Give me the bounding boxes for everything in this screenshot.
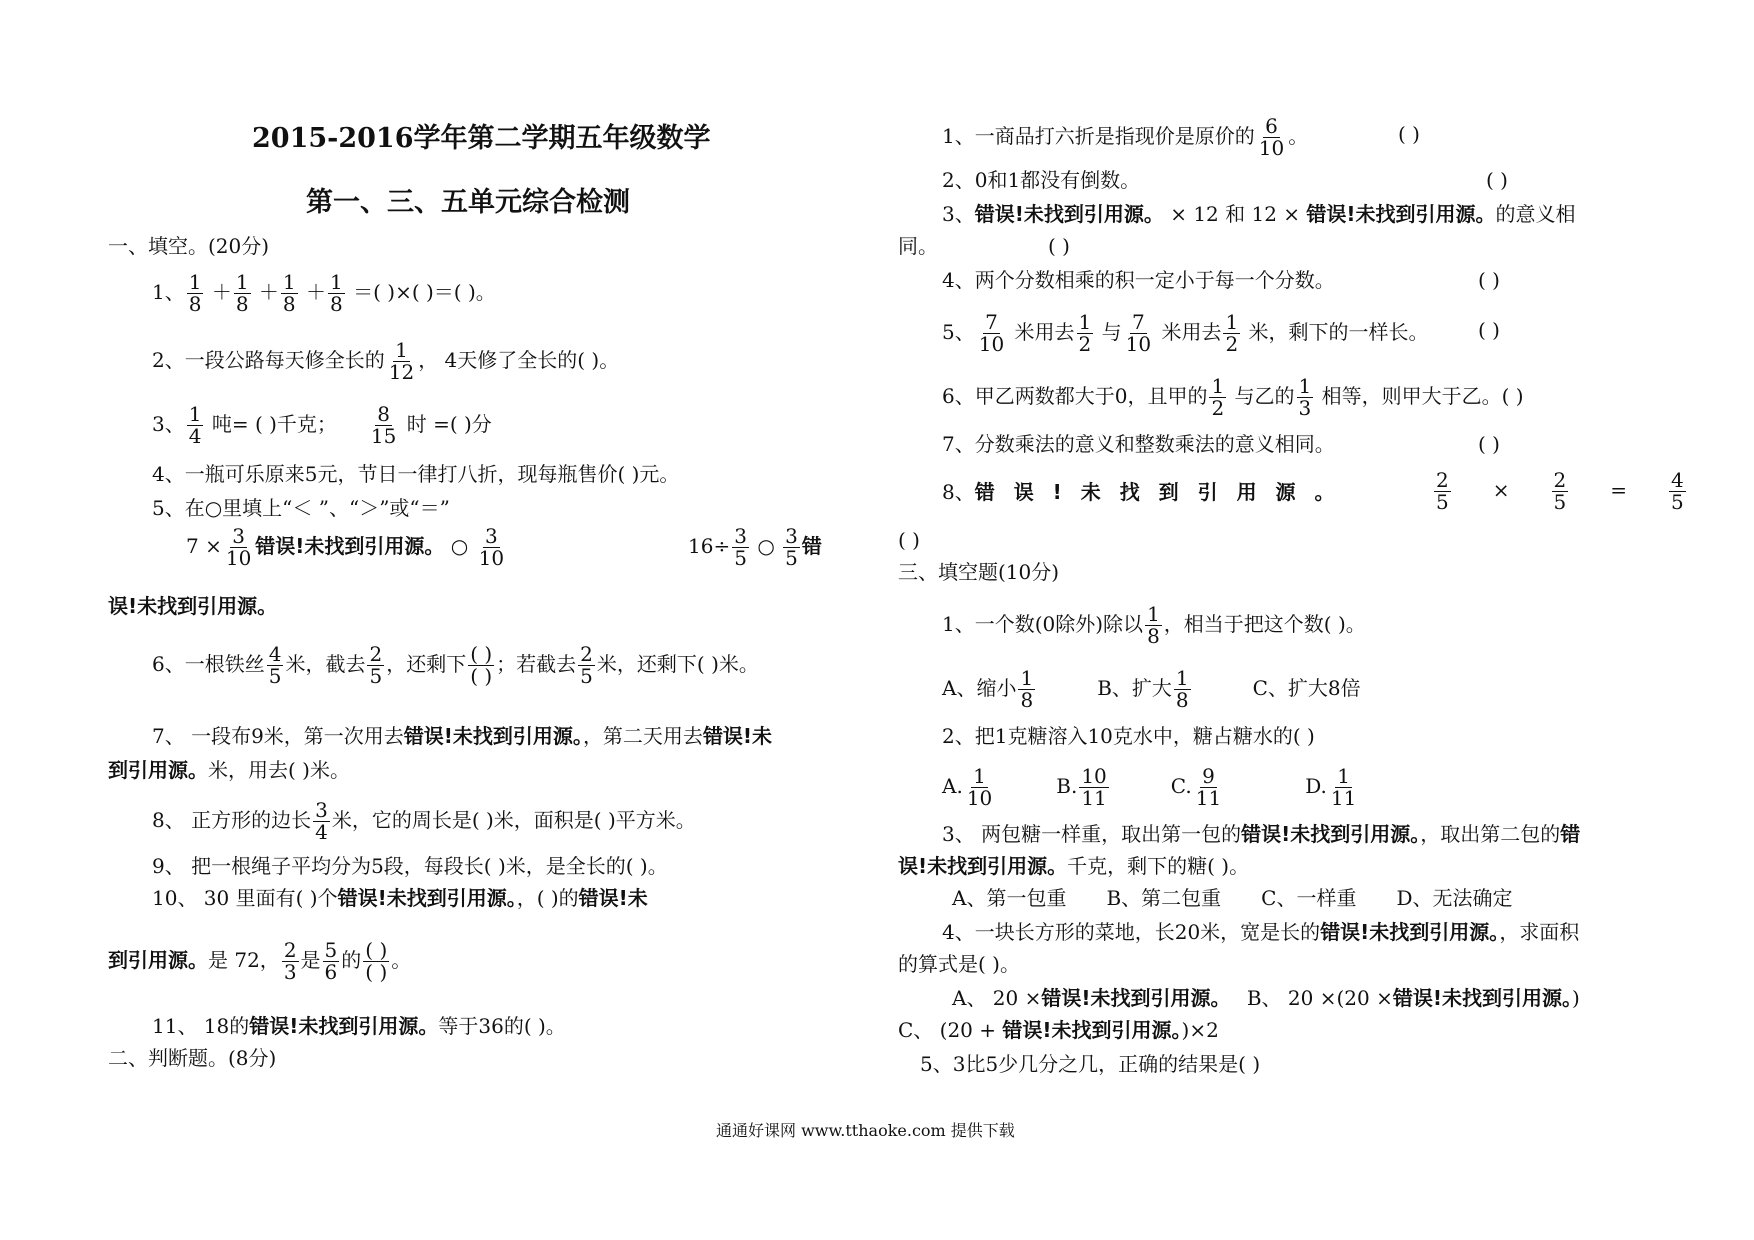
q8: 8、 正方形的边长 $\frac{3}{4}$ 米，它的周长是( )米，面积是( )平方米。 xyxy=(152,798,696,844)
j3: 3、错误!未找到引用源。 × 12 和 12 × 错误!未找到引用源。的意义相 xyxy=(942,202,1576,226)
t1: 1、一个数(0除外)除以 $\frac{1}{8}$ ，相当于把这个数( )。 xyxy=(942,602,1366,648)
t4-option-c: C、 (20 + 错误!未找到引用源。)×2 xyxy=(898,1018,1219,1042)
t2-options: A. $\frac{1}{10}$ B. $\frac{10}{11}$ C. $\frac{9}{11}$ D. $\frac{1}{11}$ xyxy=(942,764,1357,810)
q6: 6、一根铁丝 $\frac{4}{5}$ 米，截去 $\frac{2}{5}$ ，还剩下 ( ) ( ) ；若截去 $\frac{2}{5}$ 米，还剩下( )米。 xyxy=(152,642,759,688)
q10-continued: 到引用源。是 72， $\frac{2}{3}$ 是 $\frac{5}{6}$ 的 ( ) ( ) 。 xyxy=(108,938,412,984)
j8-math: $\frac{2}{5}$ × $\frac{2}{5}$ = $\frac{4}{5}$ xyxy=(1436,468,1684,514)
t4-continued: 的算式是( )。 xyxy=(898,952,1020,976)
t3-continued: 误!未找到引用源。千克，剩下的糖( )。 xyxy=(898,854,1250,878)
t5: 5、3比5少几分之几，正确的结果是( ) xyxy=(920,1052,1261,1076)
q1: 1、 $\frac{1}{8}$ ＋ $\frac{1}{8}$ ＋ $\frac{1}{8}$ ＋ $\frac{1}{8}$ ＝( )×( )＝( )。 xyxy=(152,270,496,316)
j1-paren: ( ) xyxy=(1398,122,1420,146)
t4-options-ab: A、 20 ×错误!未找到引用源。 B、 20 ×(20 ×错误!未找到引用源。) xyxy=(952,986,1580,1010)
t3-options: A、第一包重 B、第二包重 C、一样重 D、无法确定 xyxy=(952,886,1513,910)
footer-credit: 通通好课网 www.tthaoke.com 提供下载 xyxy=(716,1121,1015,1140)
j3-continued: 同。 ( ) xyxy=(898,234,1070,258)
q5: 5、在○里填上“＜ ”、“＞”或“＝” xyxy=(152,496,450,520)
j8-paren: ( ) xyxy=(898,528,920,552)
q5-right: 16÷ $\frac{3}{5}$ ○ $\frac{3}{5}$ 错 xyxy=(688,524,822,570)
q10: 10、 30 里面有( )个错误!未找到引用源。，( )的错误!未 xyxy=(152,886,648,910)
q9: 9、 把一根绳子平均分为5段，每段长( )米，是全长的( )。 xyxy=(152,854,668,878)
t4: 4、一块长方形的菜地，长20米，宽是长的错误!未找到引用源。，求面积 xyxy=(942,920,1580,944)
j4-paren: ( ) xyxy=(1478,268,1500,292)
t1-options: A、缩小 $\frac{1}{8}$ B、扩大 $\frac{1}{8}$ C、扩大8倍 xyxy=(942,666,1361,712)
q2: 2、一段公路每天修全长的 $\frac{1}{12}$ ， 4天修了全长的( )。 xyxy=(152,338,620,384)
j7: 7、分数乘法的意义和整数乘法的意义相同。 xyxy=(942,432,1335,456)
q3: 3、 $\frac{1}{4}$ 吨= ( )千克； $\frac{8}{15}$ 时 =( )分 xyxy=(152,402,492,448)
j2-paren: ( ) xyxy=(1486,168,1508,192)
q11: 11、 18的错误!未找到引用源。等于36的( )。 xyxy=(152,1014,566,1038)
j2: 2、0和1都没有倒数。 xyxy=(942,168,1141,192)
q5-left: 7 × $\frac{3}{10}$ 错误!未找到引用源。 ○ $\frac{3}{10}$ xyxy=(186,524,505,570)
section-fill-blank: 一、填空。(20分) xyxy=(108,234,270,258)
j5: 5、 $\frac{7}{10}$ 米用去 $\frac{1}{2}$ 与 $\frac{7}{10}$ 米用去 $\frac{1}{2}$ 米，剩下的一样长。 xyxy=(942,310,1429,356)
j4: 4、两个分数相乘的积一定小于每一个分数。 xyxy=(942,268,1335,292)
section-fill-choice: 三、填空题(10分) xyxy=(898,560,1060,584)
t3: 3、 两包糖一样重，取出第一包的错误!未找到引用源。，取出第二包的错 xyxy=(942,822,1581,846)
j6: 6、甲乙两数都大于0，且甲的 $\frac{1}{2}$ 与乙的 $\frac{1}{3}$ 相等，则甲大于乙。( ) xyxy=(942,374,1524,420)
q5-continued: 误!未找到引用源。 xyxy=(108,594,278,618)
q4: 4、一瓶可乐原来5元，节日一律打八折，现每瓶售价( )元。 xyxy=(152,462,680,486)
t2: 2、把1克糖溶入10克水中，糖占糖水的( ) xyxy=(942,724,1315,748)
j1: 1、一商品打六折是指现价是原价的 $\frac{6}{10}$ 。 xyxy=(942,114,1309,160)
q7-continued: 到引用源。米，用去( )米。 xyxy=(108,758,350,782)
j5-paren: ( ) xyxy=(1478,318,1500,342)
page-title: 2015-2016学年第二学期五年级数学 xyxy=(252,123,711,154)
j8: 8、错 误 ! 未 找 到 引 用 源 。 xyxy=(942,480,1341,504)
page-subtitle: 第一、三、五单元综合检测 xyxy=(306,187,630,218)
j7-paren: ( ) xyxy=(1478,432,1500,456)
q7: 7、 一段布9米，第一次用去错误!未找到引用源。，第二天用去错误!未 xyxy=(152,724,773,748)
section-judge: 二、判断题。(8分) xyxy=(108,1046,277,1070)
